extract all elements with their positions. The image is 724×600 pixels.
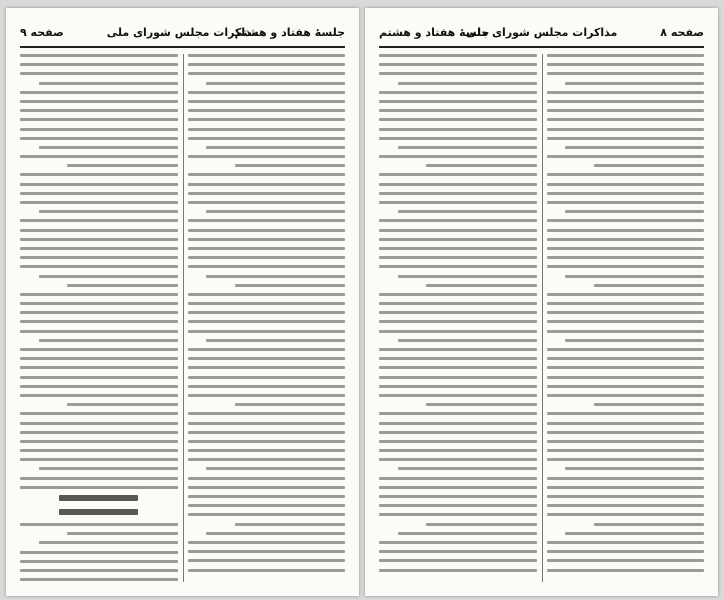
- text-line: [67, 532, 177, 535]
- text-line: [20, 201, 178, 204]
- text-line: [379, 192, 537, 195]
- text-line: [379, 54, 537, 57]
- page-header: [20, 22, 345, 48]
- text-line: [594, 164, 704, 167]
- text-line: [379, 137, 537, 140]
- text-line: [565, 146, 704, 149]
- text-line: [206, 467, 345, 470]
- text-line: [235, 403, 345, 406]
- text-line: [20, 486, 178, 489]
- text-line: [547, 72, 705, 75]
- text-line: [188, 320, 346, 323]
- text-line: [594, 523, 704, 526]
- text-line: [188, 137, 346, 140]
- text-line: [565, 275, 704, 278]
- text-line: [20, 100, 178, 103]
- text-line: [20, 137, 178, 140]
- text-line: [67, 284, 177, 287]
- text-line: [20, 219, 178, 222]
- text-line: [547, 137, 705, 140]
- text-line: [547, 219, 705, 222]
- text-line: [188, 449, 346, 452]
- session-title: جلسهٔ هفتاد و هشتم: [379, 26, 490, 39]
- text-line: [565, 82, 704, 85]
- text-line: [67, 403, 177, 406]
- text-line: [547, 229, 705, 232]
- publication-title: مذاکرات مجلس شورای ملی: [465, 26, 618, 39]
- text-line: [426, 403, 536, 406]
- text-line: [20, 431, 178, 434]
- page-8: [365, 8, 718, 596]
- text-line: [379, 320, 537, 323]
- text-line: [20, 293, 178, 296]
- text-line: [379, 422, 537, 425]
- text-line: [594, 284, 704, 287]
- text-line: [547, 54, 705, 57]
- text-line: [188, 302, 346, 305]
- text-line: [20, 412, 178, 415]
- text-line: [20, 320, 178, 323]
- text-line: [565, 467, 704, 470]
- text-line: [188, 128, 346, 131]
- text-line: [379, 550, 537, 553]
- text-line: [39, 467, 178, 470]
- text-line: [188, 431, 346, 434]
- text-line: [188, 54, 346, 57]
- text-line: [188, 91, 346, 94]
- text-line: [379, 431, 537, 434]
- text-line: [39, 275, 178, 278]
- text-line: [188, 72, 346, 75]
- text-line: [379, 477, 537, 480]
- text-line: [379, 118, 537, 121]
- text-line: [547, 431, 705, 434]
- text-line: [547, 394, 705, 397]
- text-line: [547, 265, 705, 268]
- text-line: [235, 284, 345, 287]
- text-line: [20, 330, 178, 333]
- text-line: [188, 229, 346, 232]
- text-line: [188, 63, 346, 66]
- text-line: [67, 164, 177, 167]
- text-line: [379, 201, 537, 204]
- text-line: [188, 376, 346, 379]
- text-line: [379, 486, 537, 489]
- text-line: [20, 422, 178, 425]
- text-line: [547, 504, 705, 507]
- text-line: [547, 559, 705, 562]
- text-line: [20, 118, 178, 121]
- text-subhead: [59, 495, 138, 501]
- text-line: [206, 275, 345, 278]
- text-line: [398, 339, 537, 342]
- text-line: [39, 210, 178, 213]
- text-line: [20, 128, 178, 131]
- text-line: [20, 63, 178, 66]
- text-line: [379, 330, 537, 333]
- text-line: [379, 495, 537, 498]
- text-line: [188, 366, 346, 369]
- text-line: [20, 560, 178, 563]
- text-line: [547, 440, 705, 443]
- text-line: [188, 495, 346, 498]
- text-line: [379, 449, 537, 452]
- text-line: [20, 523, 178, 526]
- text-line: [547, 238, 705, 241]
- text-line: [188, 550, 346, 553]
- text-line: [379, 293, 537, 296]
- text-line: [379, 238, 537, 241]
- text-line: [547, 513, 705, 516]
- text-line: [379, 229, 537, 232]
- text-line: [547, 376, 705, 379]
- text-line: [547, 458, 705, 461]
- text-line: [565, 532, 704, 535]
- text-line: [547, 201, 705, 204]
- document-spread: [6, 8, 718, 596]
- text-line: [188, 394, 346, 397]
- page-number: صفحه ۹: [20, 26, 64, 39]
- text-line: [379, 311, 537, 314]
- text-line: [547, 173, 705, 176]
- text-line: [379, 109, 537, 112]
- text-line: [188, 155, 346, 158]
- text-line: [379, 541, 537, 544]
- text-line: [398, 82, 537, 85]
- text-line: [426, 284, 536, 287]
- text-line: [188, 247, 346, 250]
- text-line: [39, 146, 178, 149]
- text-line: [20, 578, 178, 581]
- text-line: [379, 100, 537, 103]
- text-line: [20, 376, 178, 379]
- text-line: [547, 348, 705, 351]
- text-line: [547, 320, 705, 323]
- text-column-left: [379, 54, 537, 582]
- text-line: [594, 403, 704, 406]
- publication-title: مذاکرات مجلس شورای ملی: [106, 26, 259, 39]
- text-line: [188, 183, 346, 186]
- text-line: [188, 348, 346, 351]
- text-line: [20, 348, 178, 351]
- text-line: [547, 495, 705, 498]
- text-line: [20, 440, 178, 443]
- text-line: [188, 559, 346, 562]
- text-line: [379, 440, 537, 443]
- text-line: [547, 192, 705, 195]
- text-line: [547, 550, 705, 553]
- text-line: [188, 173, 346, 176]
- text-line: [379, 513, 537, 516]
- text-line: [379, 302, 537, 305]
- text-line: [379, 504, 537, 507]
- text-line: [20, 183, 178, 186]
- text-line: [20, 91, 178, 94]
- text-line: [379, 394, 537, 397]
- text-line: [547, 366, 705, 369]
- text-line: [188, 504, 346, 507]
- text-line: [20, 449, 178, 452]
- text-line: [188, 330, 346, 333]
- text-line: [188, 541, 346, 544]
- text-line: [188, 219, 346, 222]
- page-header: [379, 22, 704, 48]
- text-line: [188, 311, 346, 314]
- text-line: [379, 183, 537, 186]
- text-line: [547, 247, 705, 250]
- text-line: [547, 330, 705, 333]
- text-line: [547, 118, 705, 121]
- text-line: [565, 339, 704, 342]
- text-line: [379, 376, 537, 379]
- text-line: [20, 192, 178, 195]
- text-line: [39, 82, 178, 85]
- text-line: [547, 109, 705, 112]
- text-line: [547, 357, 705, 360]
- text-line: [547, 477, 705, 480]
- text-line: [426, 164, 536, 167]
- text-line: [188, 100, 346, 103]
- text-line: [379, 63, 537, 66]
- text-line: [20, 54, 178, 57]
- session-title: جلسهٔ هفتاد و هشتم: [234, 26, 345, 39]
- text-line: [398, 210, 537, 213]
- text-line: [379, 173, 537, 176]
- text-line: [20, 238, 178, 241]
- text-line: [547, 412, 705, 415]
- text-line: [188, 440, 346, 443]
- text-line: [188, 385, 346, 388]
- text-line: [379, 72, 537, 75]
- text-line: [20, 229, 178, 232]
- text-line: [206, 339, 345, 342]
- text-line: [188, 265, 346, 268]
- text-line: [20, 72, 178, 75]
- text-line: [20, 394, 178, 397]
- text-line: [188, 357, 346, 360]
- text-line: [398, 275, 537, 278]
- text-line: [547, 91, 705, 94]
- text-line: [188, 513, 346, 516]
- text-line: [20, 311, 178, 314]
- text-line: [379, 458, 537, 461]
- text-line: [565, 210, 704, 213]
- text-line: [20, 256, 178, 259]
- text-line: [188, 422, 346, 425]
- text-line: [20, 302, 178, 305]
- text-line: [206, 82, 345, 85]
- text-line: [379, 366, 537, 369]
- text-line: [20, 458, 178, 461]
- text-line: [379, 247, 537, 250]
- text-line: [379, 128, 537, 131]
- text-line: [188, 293, 346, 296]
- text-line: [547, 155, 705, 158]
- text-line: [547, 569, 705, 572]
- text-line: [20, 357, 178, 360]
- text-line: [20, 366, 178, 369]
- text-line: [547, 486, 705, 489]
- text-line: [398, 532, 537, 535]
- text-line: [20, 109, 178, 112]
- text-line: [398, 467, 537, 470]
- text-line: [379, 348, 537, 351]
- text-line: [39, 339, 178, 342]
- text-line: [188, 477, 346, 480]
- text-line: [547, 541, 705, 544]
- text-line: [206, 146, 345, 149]
- text-line: [379, 155, 537, 158]
- text-line: [426, 523, 536, 526]
- text-column-right: [547, 54, 705, 582]
- text-line: [20, 173, 178, 176]
- text-line: [379, 385, 537, 388]
- text-line: [379, 219, 537, 222]
- text-line: [20, 155, 178, 158]
- text-line: [188, 118, 346, 121]
- text-line: [188, 201, 346, 204]
- text-line: [20, 569, 178, 572]
- text-line: [20, 385, 178, 388]
- text-line: [547, 128, 705, 131]
- text-line: [547, 385, 705, 388]
- text-line: [379, 412, 537, 415]
- text-line: [188, 458, 346, 461]
- text-line: [188, 192, 346, 195]
- text-line: [20, 477, 178, 480]
- page-9: [6, 8, 359, 596]
- page-number: صفحه ۸: [660, 26, 704, 39]
- text-column-left: [20, 54, 178, 582]
- text-subhead: [59, 509, 138, 515]
- page-body: [379, 54, 704, 582]
- text-line: [20, 247, 178, 250]
- text-line: [206, 210, 345, 213]
- text-line: [379, 265, 537, 268]
- text-line: [379, 559, 537, 562]
- text-line: [235, 523, 345, 526]
- text-line: [547, 302, 705, 305]
- text-line: [188, 109, 346, 112]
- text-line: [20, 551, 178, 554]
- text-line: [206, 532, 345, 535]
- text-line: [39, 541, 178, 544]
- text-line: [188, 412, 346, 415]
- text-line: [20, 265, 178, 268]
- text-line: [547, 100, 705, 103]
- text-line: [547, 256, 705, 259]
- text-line: [379, 256, 537, 259]
- text-line: [379, 569, 537, 572]
- text-line: [547, 311, 705, 314]
- text-line: [379, 91, 537, 94]
- text-line: [379, 357, 537, 360]
- text-line: [398, 146, 537, 149]
- text-line: [235, 164, 345, 167]
- text-column-right: [188, 54, 346, 582]
- text-line: [547, 422, 705, 425]
- text-line: [547, 183, 705, 186]
- text-line: [547, 449, 705, 452]
- text-line: [547, 63, 705, 66]
- text-line: [188, 238, 346, 241]
- text-line: [547, 293, 705, 296]
- text-line: [188, 486, 346, 489]
- text-line: [188, 569, 346, 572]
- text-line: [188, 256, 346, 259]
- page-body: [20, 54, 345, 582]
